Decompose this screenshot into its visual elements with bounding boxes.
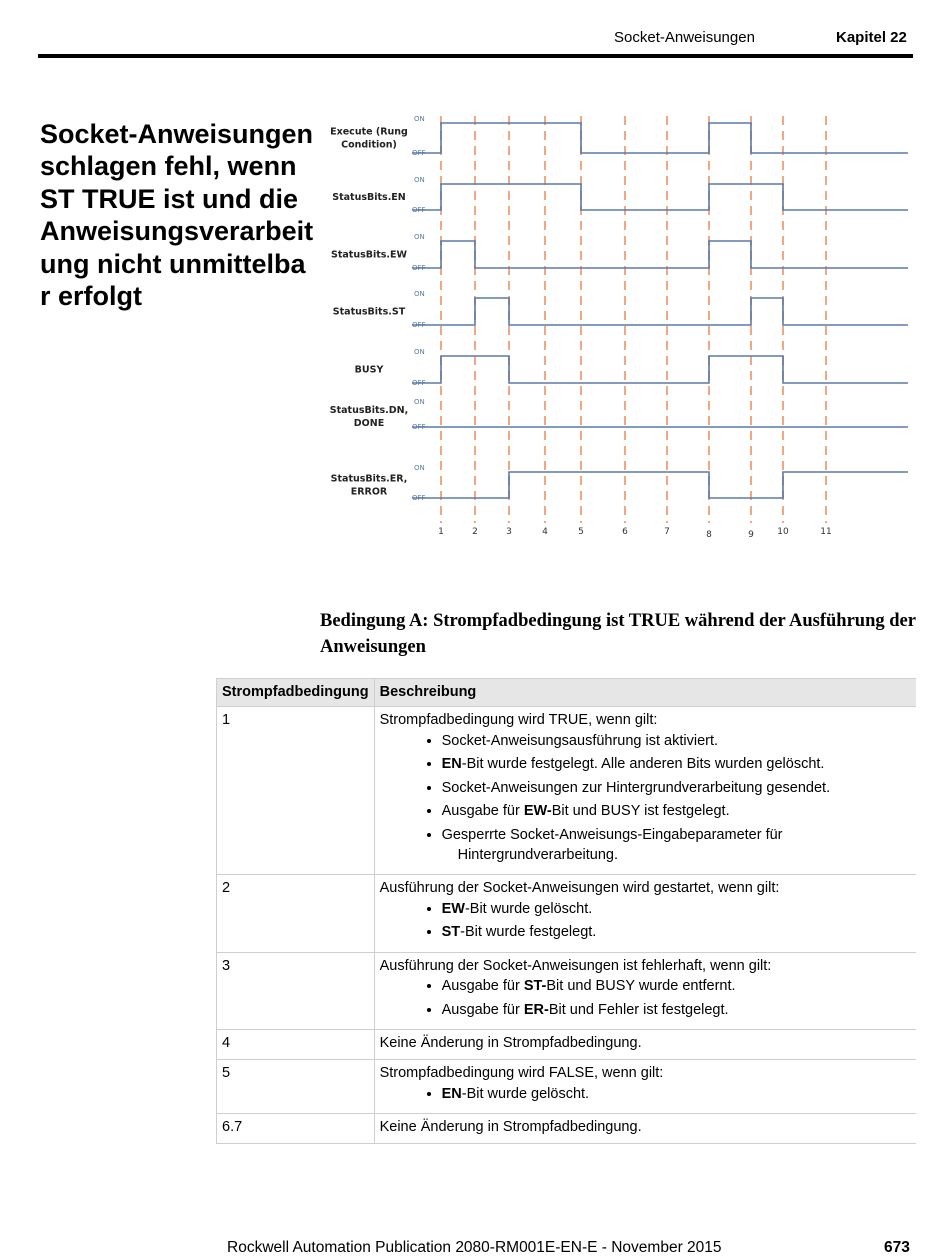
description-intro: Ausführung der Socket-Anweisungen ist fehlerhaft, wenn gilt: xyxy=(379,957,772,974)
marker-number: 4 xyxy=(542,527,548,537)
item-text: -Bit wurde gelöscht. xyxy=(461,1085,590,1102)
page-number: 673 xyxy=(884,1239,910,1256)
item-text: Socket-Anweisungsausführung ist aktiviert. xyxy=(441,732,719,749)
list-item xyxy=(442,802,911,822)
table-header-row xyxy=(217,679,917,707)
marker-number: 8 xyxy=(706,530,712,540)
on-label: ON xyxy=(414,233,425,241)
marker-number: 11 xyxy=(820,527,832,537)
list-item xyxy=(442,1085,911,1105)
cell-description xyxy=(374,952,916,1030)
list-item xyxy=(442,977,911,997)
description-list xyxy=(380,900,911,943)
description-list xyxy=(380,1085,911,1105)
signal-label: StatusBits.EW xyxy=(330,249,408,261)
description-intro: Ausführung der Socket-Anweisungen wird gestartet, wenn gilt: xyxy=(379,880,780,897)
table-row xyxy=(217,1030,917,1060)
item-text: Ausgabe für xyxy=(441,803,524,820)
item-text: Bit und BUSY wurde entfernt. xyxy=(546,978,736,995)
marker-number: 10 xyxy=(777,527,789,537)
cell-condition: 4 xyxy=(217,1030,375,1060)
bit-name: EW- xyxy=(523,803,552,820)
description-intro: Strompfadbedingung wird FALSE, wenn gilt: xyxy=(379,1065,664,1081)
table-row xyxy=(217,1060,917,1114)
bit-name: EW xyxy=(441,900,465,917)
cell-description xyxy=(374,1060,916,1114)
running-header-section: Socket-Anweisungen xyxy=(614,29,755,46)
item-text: Ausgabe für xyxy=(441,1001,524,1018)
header-rule xyxy=(38,54,913,58)
on-label: ON xyxy=(414,115,425,123)
item-text: Bit und Fehler ist festgelegt. xyxy=(548,1001,729,1018)
column-header-condition: Strompfadbedingung xyxy=(217,679,375,707)
marker-number: 6 xyxy=(622,527,628,537)
timing-diagram xyxy=(320,108,915,543)
signal-waveform xyxy=(412,241,908,268)
item-text: -Bit wurde festgelegt. Alle anderen Bits wurden gelöscht. xyxy=(461,756,825,773)
footer-publication: Rockwell Automation Publication 2080-RM001E-EN-E - November 2015 xyxy=(227,1239,722,1256)
condition-heading: Bedingung A: Strompfadbedingung ist TRUE während der Ausführung der Anweisungen xyxy=(320,611,916,657)
bit-name: EN xyxy=(441,756,462,773)
signal-waveform xyxy=(412,356,908,383)
on-label: ON xyxy=(414,176,425,184)
item-continuation: Hintergrundverarbeitung. xyxy=(457,846,618,863)
off-label: OFF xyxy=(412,206,426,214)
marker-number: 7 xyxy=(664,527,670,537)
cell-condition: 1 xyxy=(217,707,375,875)
signal-waveform xyxy=(412,298,908,325)
item-text: -Bit wurde festgelegt. xyxy=(460,924,597,941)
on-label: ON xyxy=(414,290,425,298)
signal-label: Execute (Rung xyxy=(330,126,408,138)
on-label: ON xyxy=(414,348,425,356)
marker-number: 9 xyxy=(748,530,754,540)
condition-table xyxy=(216,678,916,1144)
column-header-description: Beschreibung xyxy=(374,679,916,707)
cell-description xyxy=(374,707,916,875)
signal-label: StatusBits.ST xyxy=(332,306,406,318)
item-text: Gesperrte Socket-Anweisungs-Eingabeparameter für xyxy=(441,826,783,843)
cell-description xyxy=(374,1030,916,1060)
bit-name: ST- xyxy=(523,978,547,995)
list-item xyxy=(442,779,911,799)
signal-waveform xyxy=(412,184,908,210)
list-item xyxy=(442,900,911,920)
bit-name: ER- xyxy=(523,1001,549,1018)
signal-waveform xyxy=(412,123,908,153)
signal-label: StatusBits.EN xyxy=(332,192,406,203)
signal-label: StatusBits.DN, xyxy=(329,405,409,416)
list-item xyxy=(442,826,911,865)
description-list xyxy=(380,977,911,1020)
table-row xyxy=(217,875,917,953)
signal-label: ERROR xyxy=(350,486,388,498)
table-row xyxy=(217,952,917,1030)
signal-label: StatusBits.ER, xyxy=(330,473,408,485)
list-item xyxy=(442,755,911,775)
signal-waveform xyxy=(412,472,908,498)
off-label: OFF xyxy=(412,264,426,272)
cell-condition: 2 xyxy=(217,875,375,953)
table-row xyxy=(217,1114,917,1144)
item-text: Bit und BUSY ist festgelegt. xyxy=(551,803,730,820)
signal-label: DONE xyxy=(353,418,385,429)
item-text: Socket-Anweisungen zur Hintergrundverarbeitung gesendet. xyxy=(441,779,831,796)
cell-description xyxy=(374,875,916,953)
side-heading: Socket-Anweisungen schlagen fehl, wenn ST TRUE ist und die Anweisungsverarbeitung nicht unmittelbar erfolgt xyxy=(40,119,314,311)
list-item xyxy=(442,1001,911,1021)
table-row xyxy=(217,707,917,875)
list-item xyxy=(442,923,911,943)
marker-number: 3 xyxy=(506,527,512,537)
bit-name: EN xyxy=(441,1085,462,1102)
off-label: OFF xyxy=(412,423,426,431)
marker-number: 2 xyxy=(472,527,478,537)
off-label: OFF xyxy=(412,494,426,502)
cell-condition: 3 xyxy=(217,952,375,1030)
cell-condition: 6.7 xyxy=(217,1114,375,1144)
marker-number: 5 xyxy=(578,527,584,537)
signal-label: BUSY xyxy=(354,364,384,376)
cell-condition: 5 xyxy=(217,1060,375,1114)
off-label: OFF xyxy=(412,149,426,157)
description-list xyxy=(380,732,911,865)
marker-number: 1 xyxy=(438,527,444,537)
on-label: ON xyxy=(414,464,425,472)
on-label: ON xyxy=(414,398,425,406)
item-text: -Bit wurde gelöscht. xyxy=(464,900,593,917)
bit-name: ST xyxy=(441,924,461,941)
off-label: OFF xyxy=(412,379,426,387)
off-label: OFF xyxy=(412,321,426,329)
running-header-chapter: Kapitel 22 xyxy=(836,29,907,46)
signal-label: Condition) xyxy=(341,139,397,151)
description-intro: Keine Änderung in Strompfadbedingung. xyxy=(379,1035,642,1052)
item-text: Ausgabe für xyxy=(441,978,524,995)
description-intro: Strompfadbedingung wird TRUE, wenn gilt: xyxy=(379,712,658,729)
cell-description xyxy=(374,1114,916,1144)
list-item xyxy=(442,732,911,752)
description-intro: Keine Änderung in Strompfadbedingung. xyxy=(379,1119,642,1136)
